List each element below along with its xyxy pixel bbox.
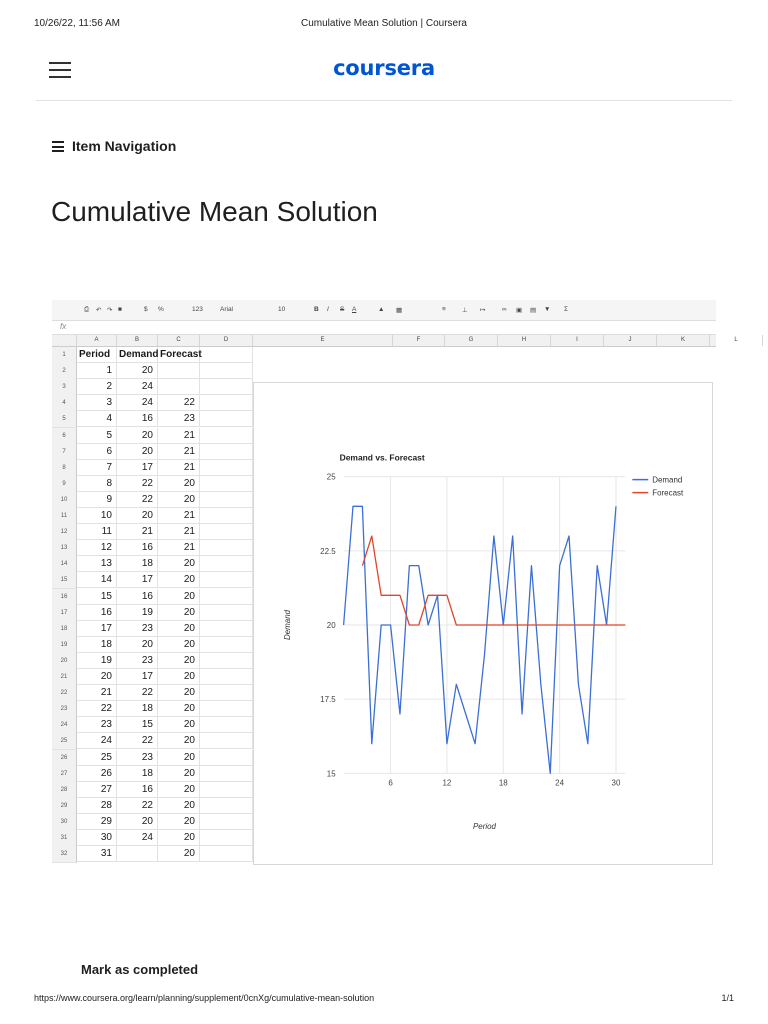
align-icon: ≡ [442,306,446,313]
redo-icon: ↷ [107,307,113,314]
empty-cell[interactable] [200,363,253,379]
period-cell[interactable]: 1 [77,363,117,379]
formula-bar [52,321,716,335]
mark-as-completed-button[interactable]: Mark as completed [81,962,199,977]
spreadsheet-toolbar [52,300,716,321]
series-line-demand [344,506,616,773]
empty-cell[interactable] [200,750,253,766]
row-number[interactable]: 15 [52,572,77,589]
column-header[interactable]: A [77,335,117,346]
forecast-cell[interactable]: 20 [158,653,200,669]
print-datetime: 10/26/22, 11:56 AM [34,18,120,29]
row-number[interactable]: 4 [52,395,77,412]
demand-cell[interactable]: 20 [117,637,158,653]
demand-cell[interactable]: 20 [117,363,158,379]
italic-icon: I [327,306,329,313]
x-tick-label: 30 [611,778,621,788]
forecast-cell[interactable]: 20 [158,572,200,588]
forecast-cell[interactable]: 20 [158,798,200,814]
column-header[interactable]: J [604,335,657,346]
y-tick-label: 17.5 [320,695,336,705]
row-number[interactable]: 2 [52,363,77,380]
number-format-label: 123 [192,306,203,313]
row-number[interactable]: 18 [52,621,77,638]
column-header[interactable]: D [200,335,253,346]
filter-icon: ▼ [544,306,551,313]
header-cell[interactable]: Demand [117,347,158,363]
forecast-cell[interactable]: 21 [158,444,200,460]
empty-cell[interactable] [200,766,253,782]
column-header[interactable]: H [498,335,551,346]
column-header[interactable]: I [551,335,604,346]
forecast-cell[interactable]: 21 [158,460,200,476]
empty-cell[interactable] [200,556,253,572]
period-cell[interactable]: 28 [77,798,117,814]
forecast-cell[interactable]: 20 [158,669,200,685]
wrap-icon: ↦ [480,307,486,314]
period-cell[interactable]: 24 [77,733,117,749]
series-line-forecast [362,536,625,625]
strikethrough-icon: S [340,306,345,313]
link-icon: ∞ [502,306,507,313]
period-cell[interactable]: 30 [77,830,117,846]
x-axis-label: Period [472,822,496,832]
period-cell[interactable]: 18 [77,637,117,653]
forecast-cell[interactable] [158,379,200,395]
column-header[interactable]: F [393,335,445,346]
print-page-number: 1/1 [721,993,734,1003]
period-cell[interactable]: 22 [77,701,117,717]
demand-cell[interactable]: 16 [117,782,158,798]
forecast-cell[interactable]: 20 [158,589,200,605]
functions-icon: Σ [564,306,569,313]
row-number[interactable]: 30 [52,814,77,831]
row-number[interactable]: 1 [52,347,77,364]
forecast-cell[interactable]: 20 [158,701,200,717]
coursera-logo[interactable]: coursera [333,56,435,80]
empty-cell[interactable] [200,621,253,637]
demand-cell[interactable]: 18 [117,556,158,572]
demand-cell[interactable]: 23 [117,750,158,766]
demand-cell[interactable]: 18 [117,766,158,782]
demand-forecast-chart [253,382,713,865]
forecast-cell[interactable]: 20 [158,750,200,766]
period-cell[interactable]: 17 [77,621,117,637]
forecast-cell[interactable]: 20 [158,621,200,637]
y-tick-label: 25 [326,472,336,482]
demand-cell[interactable]: 16 [117,589,158,605]
forecast-cell[interactable]: 23 [158,411,200,427]
row-number[interactable]: 22 [52,685,77,702]
demand-cell[interactable]: 24 [117,830,158,846]
comment-icon: ▣ [516,307,523,314]
demand-cell[interactable]: 23 [117,653,158,669]
forecast-cell[interactable]: 20 [158,846,200,862]
period-cell[interactable]: 14 [77,572,117,588]
demand-cell[interactable]: 22 [117,492,158,508]
period-cell[interactable]: 4 [77,411,117,427]
empty-cell[interactable] [200,685,253,701]
empty-cell[interactable] [200,460,253,476]
column-header[interactable]: C [158,335,200,346]
empty-cell[interactable] [200,572,253,588]
empty-cell[interactable] [200,492,253,508]
forecast-cell[interactable]: 20 [158,476,200,492]
fx-icon: fx [60,322,67,331]
row-number[interactable]: 23 [52,701,77,718]
empty-cell[interactable] [200,540,253,556]
row-number[interactable]: 29 [52,798,77,815]
forecast-cell[interactable]: 21 [158,540,200,556]
empty-cell[interactable] [200,830,253,846]
empty-cell[interactable] [200,395,253,411]
period-cell[interactable]: 20 [77,669,117,685]
period-cell[interactable]: 26 [77,766,117,782]
row-number[interactable]: 9 [52,476,77,493]
x-tick-label: 6 [388,778,393,788]
empty-cell[interactable] [200,669,253,685]
period-cell[interactable]: 8 [77,476,117,492]
empty-cell[interactable] [200,637,253,653]
empty-cell[interactable] [200,411,253,427]
forecast-cell[interactable]: 20 [158,782,200,798]
column-header[interactable]: E [253,335,393,346]
empty-cell[interactable] [200,605,253,621]
forecast-cell[interactable]: 21 [158,524,200,540]
demand-cell[interactable]: 17 [117,669,158,685]
forecast-cell[interactable]: 20 [158,685,200,701]
demand-cell[interactable]: 24 [117,379,158,395]
period-cell[interactable]: 13 [77,556,117,572]
demand-cell[interactable]: 19 [117,605,158,621]
print-url: https://www.coursera.org/learn/planning/supplement/0cnXg/cumulative-mean-solution [34,993,375,1003]
row-number[interactable]: 28 [52,782,77,799]
period-cell[interactable]: 27 [77,782,117,798]
demand-cell[interactable]: 22 [117,733,158,749]
period-cell[interactable]: 6 [77,444,117,460]
period-cell[interactable]: 19 [77,653,117,669]
forecast-cell[interactable]: 21 [158,508,200,524]
period-cell[interactable]: 5 [77,428,117,444]
period-cell[interactable]: 29 [77,814,117,830]
top-navigation-bar [36,48,732,101]
empty-cell[interactable] [200,428,253,444]
item-navigation-toggle[interactable] [52,138,176,154]
empty-cell[interactable] [200,717,253,733]
font-size-label: 10 [278,306,286,313]
empty-cell[interactable] [200,508,253,524]
paint-format-icon: ■ [118,306,122,313]
column-headers [52,335,738,347]
x-tick-label: 18 [498,778,508,788]
empty-cell[interactable] [200,733,253,749]
period-cell[interactable]: 7 [77,460,117,476]
row-number[interactable]: 25 [52,733,77,750]
row-number[interactable]: 24 [52,717,77,734]
forecast-cell[interactable]: 20 [158,733,200,749]
empty-cell[interactable] [200,846,253,862]
demand-cell[interactable]: 20 [117,814,158,830]
empty-cell[interactable] [200,653,253,669]
font-name-label: Arial [220,306,234,313]
item-navigation-label: Item Navigation [72,138,177,154]
forecast-cell[interactable]: 20 [158,637,200,653]
column-header[interactable]: G [445,335,498,346]
demand-cell[interactable]: 18 [117,701,158,717]
forecast-cell[interactable]: 20 [158,814,200,830]
period-cell[interactable]: 25 [77,750,117,766]
undo-icon: ↶ [96,307,102,314]
demand-cell[interactable]: 22 [117,798,158,814]
row-number[interactable]: 17 [52,605,77,622]
empty-cell[interactable] [200,589,253,605]
row-number[interactable]: 10 [52,492,77,509]
bold-icon: B [314,306,319,313]
demand-cell[interactable]: 21 [117,524,158,540]
chart-title: Demand vs. Forecast [339,452,425,463]
print-page-title: Cumulative Mean Solution | Coursera [300,18,467,29]
forecast-cell[interactable]: 20 [158,717,200,733]
demand-cell[interactable]: 16 [117,411,158,427]
demand-cell[interactable]: 20 [117,428,158,444]
period-cell[interactable]: 2 [77,379,117,395]
demand-cell[interactable]: 22 [117,685,158,701]
header-cell[interactable]: Forecast [158,347,200,363]
forecast-cell[interactable]: 20 [158,556,200,572]
forecast-cell[interactable]: 22 [158,395,200,411]
row-number[interactable]: 31 [52,830,77,847]
empty-cell[interactable] [200,444,253,460]
period-cell[interactable]: 16 [77,605,117,621]
empty-cell[interactable] [200,476,253,492]
chart-icon: ▤ [530,307,537,314]
demand-cell[interactable]: 20 [117,508,158,524]
row-number[interactable]: 7 [52,444,77,461]
y-tick-label: 22.5 [320,546,336,556]
table-row [52,363,716,379]
period-cell[interactable]: 23 [77,717,117,733]
demand-cell[interactable]: 20 [117,444,158,460]
period-cell[interactable]: 12 [77,540,117,556]
row-number[interactable]: 13 [52,540,77,557]
row-number[interactable]: 19 [52,637,77,654]
currency-icon: $ [144,306,148,313]
column-header[interactable]: B [117,335,158,346]
row-number[interactable]: 21 [52,669,77,686]
y-tick-label: 15 [326,769,336,779]
page-title: Cumulative Mean Solution [51,196,378,227]
demand-cell[interactable]: 17 [117,572,158,588]
row-number[interactable]: 20 [52,653,77,670]
row-number[interactable]: 16 [52,589,77,606]
legend-label: Demand [652,475,683,485]
demand-cell[interactable]: 15 [117,717,158,733]
y-axis-label: Demand [282,609,292,641]
row-number[interactable]: 5 [52,411,77,428]
column-header[interactable]: L [710,335,763,346]
header-cell[interactable]: Period [77,347,117,363]
row-number[interactable]: 6 [52,428,77,445]
period-cell[interactable]: 31 [77,846,117,862]
demand-cell[interactable]: 16 [117,540,158,556]
empty-cell[interactable] [200,782,253,798]
forecast-cell[interactable]: 20 [158,605,200,621]
period-cell[interactable]: 3 [77,395,117,411]
text-color-icon: A [352,306,357,313]
forecast-cell[interactable] [158,363,200,379]
column-header-corner [52,335,77,346]
forecast-cell[interactable]: 20 [158,830,200,846]
forecast-cell[interactable]: 20 [158,766,200,782]
list-icon [52,141,64,152]
demand-cell[interactable]: 24 [117,395,158,411]
row-number[interactable]: 11 [52,508,77,525]
row-number[interactable]: 32 [52,846,77,863]
y-tick-label: 20 [326,620,336,630]
empty-cell[interactable] [200,701,253,717]
empty-cell[interactable] [200,524,253,540]
fill-color-icon: ▲ [378,306,385,313]
forecast-cell[interactable]: 20 [158,492,200,508]
borders-icon: ▦ [396,307,403,314]
valign-icon: ⊥ [462,307,468,314]
demand-cell[interactable]: 22 [117,476,158,492]
demand-cell[interactable] [117,846,158,862]
percent-icon: % [158,306,164,313]
demand-cell[interactable]: 17 [117,460,158,476]
forecast-cell[interactable]: 21 [158,428,200,444]
empty-cell[interactable] [200,379,253,395]
x-tick-label: 12 [442,778,452,788]
empty-cell[interactable] [200,347,253,363]
period-cell[interactable]: 21 [77,685,117,701]
empty-cell[interactable] [200,798,253,814]
empty-cell[interactable] [200,814,253,830]
row-number[interactable]: 3 [52,379,77,396]
table-header-row [52,347,716,363]
period-cell[interactable]: 11 [77,524,117,540]
period-cell[interactable]: 10 [77,508,117,524]
row-number[interactable]: 12 [52,524,77,541]
row-number[interactable]: 26 [52,750,77,767]
legend-label: Forecast [652,488,684,498]
row-number[interactable]: 8 [52,460,77,477]
x-tick-label: 24 [555,778,565,788]
period-cell[interactable]: 9 [77,492,117,508]
print-icon: ⎙ [84,306,90,313]
period-cell[interactable]: 15 [77,589,117,605]
row-number[interactable]: 14 [52,556,77,573]
row-number[interactable]: 27 [52,766,77,783]
column-header[interactable]: K [657,335,710,346]
demand-cell[interactable]: 23 [117,621,158,637]
